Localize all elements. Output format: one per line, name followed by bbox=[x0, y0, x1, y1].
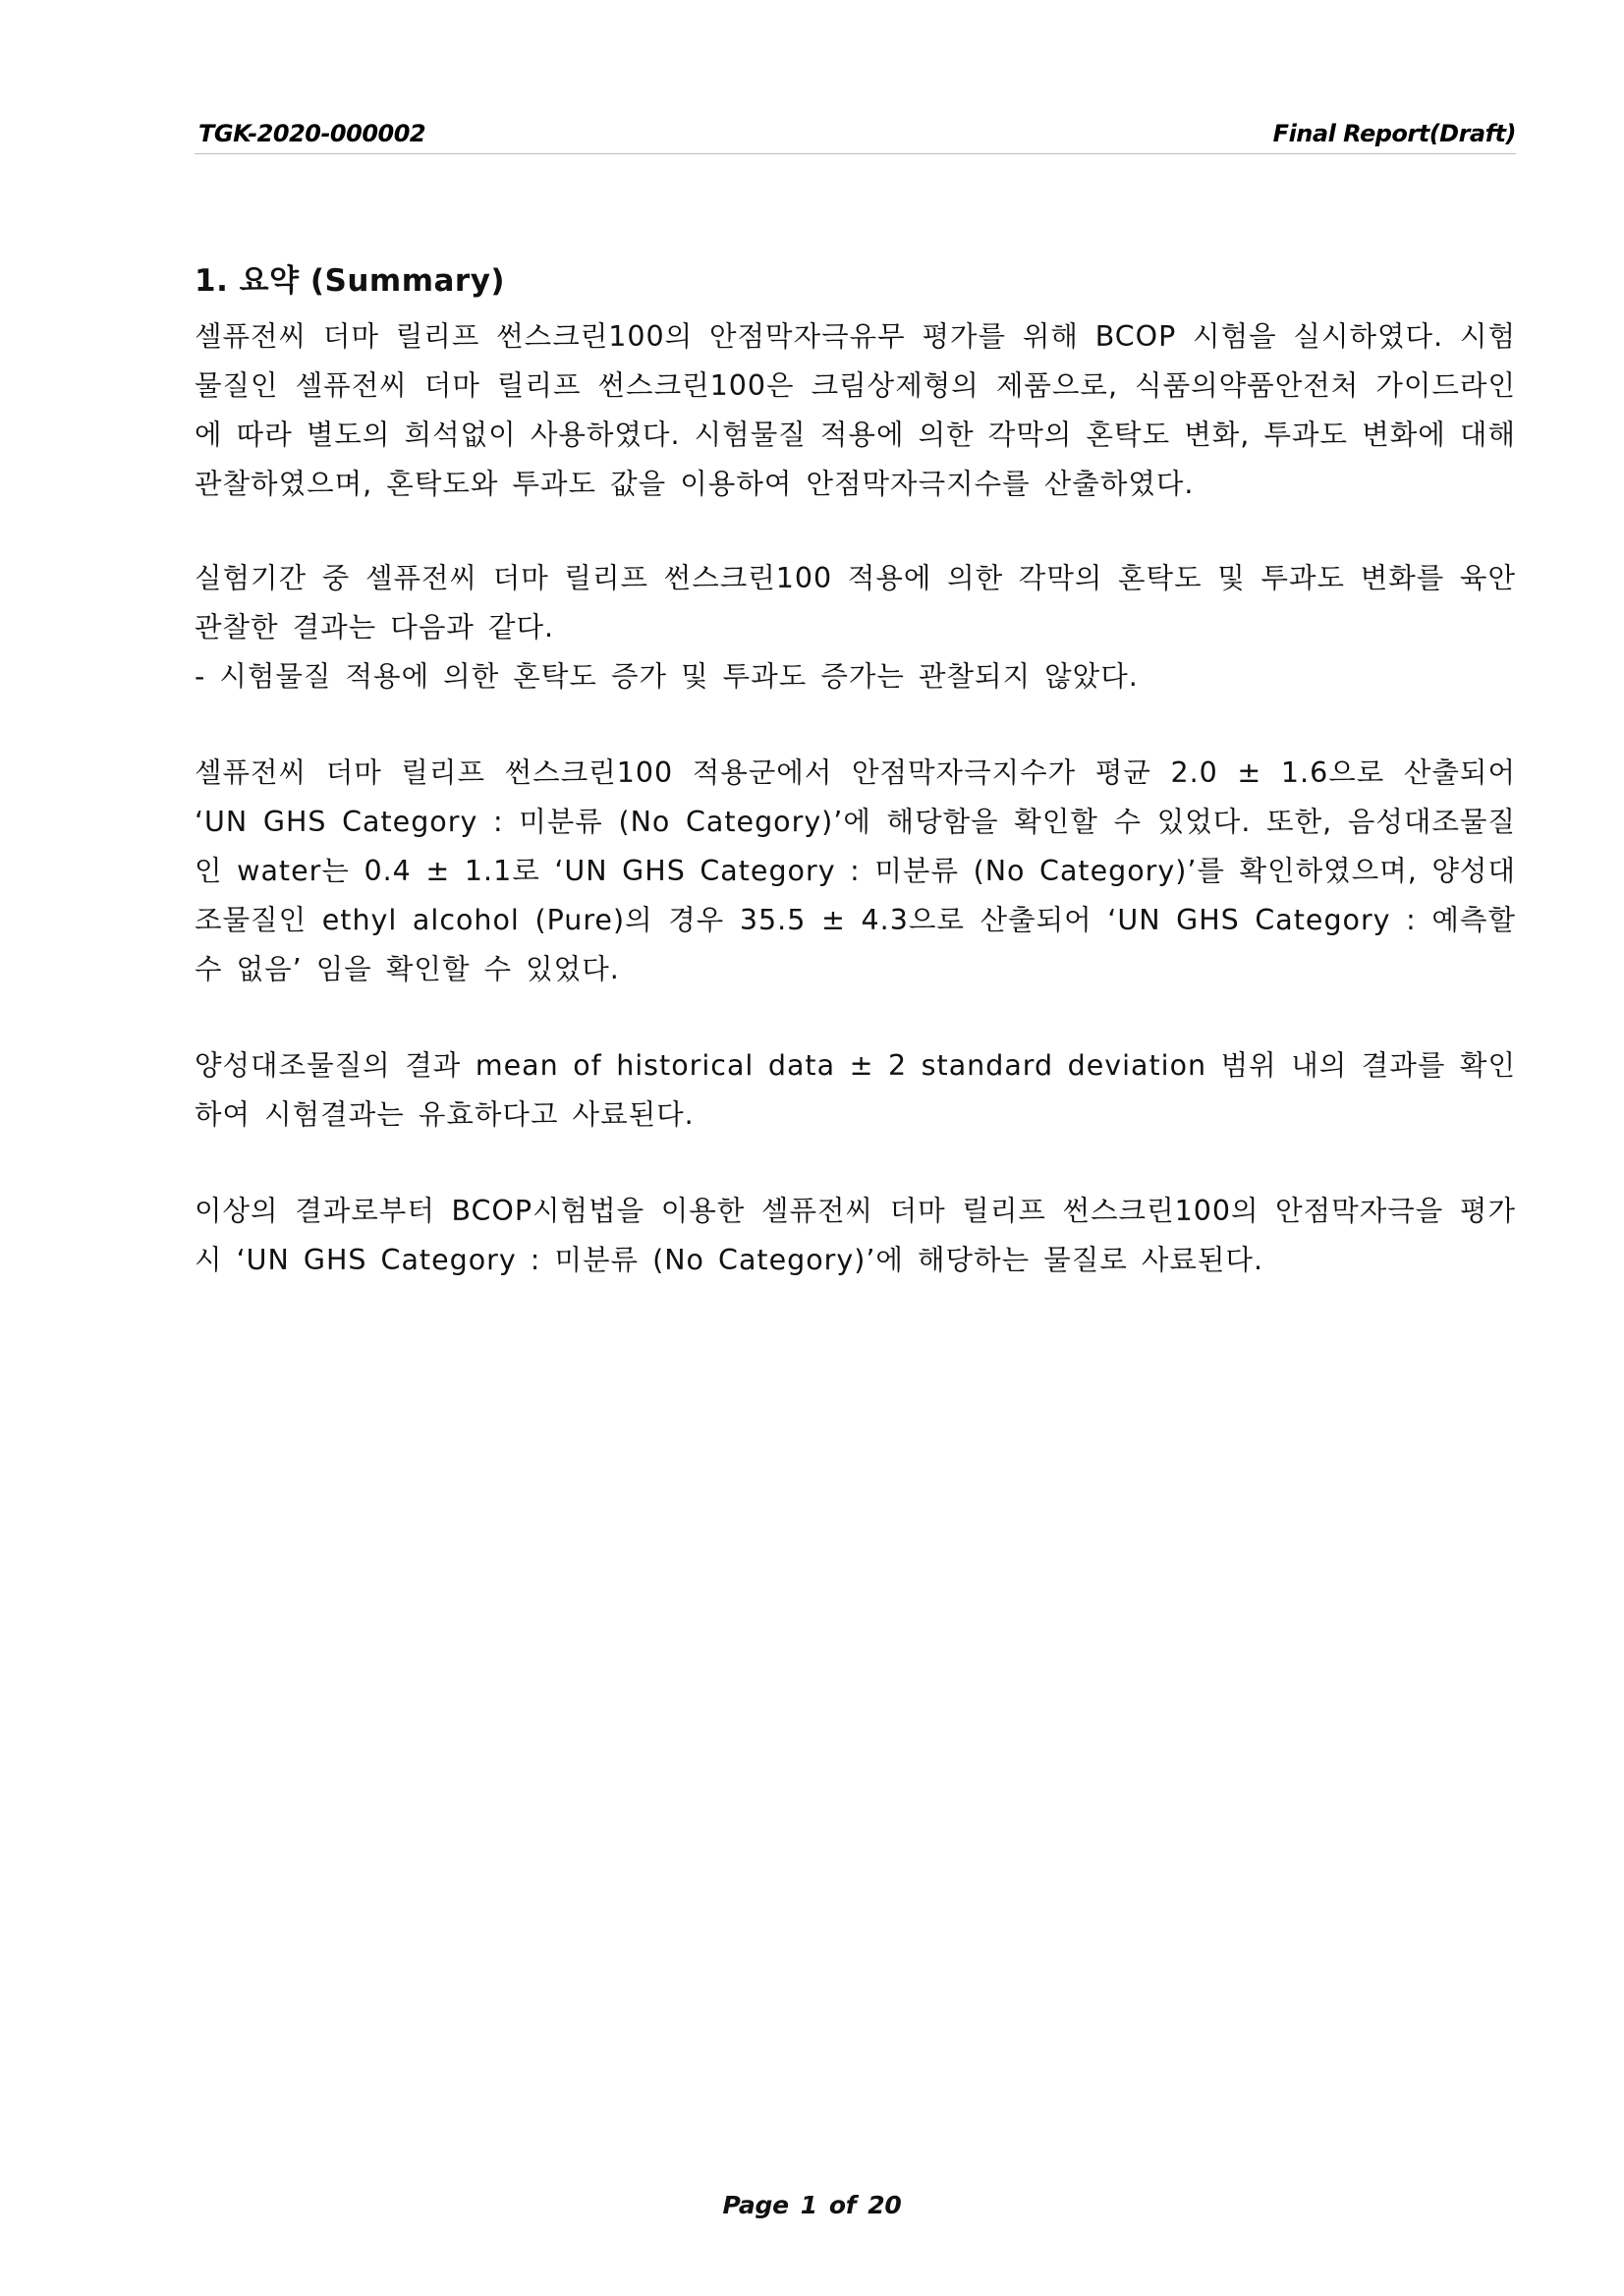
summary-paragraph-1: 셀퓨전씨 더마 릴리프 썬스크린100의 안점막자극유무 평가를 위해 BCOP 시험을 실시하였다. 시험물질인 셀퓨전씨 더마 릴리프 썬스크린100은 크림상제형의 제품으로, 식품의약품안전처 가이드라인에 따라 별도의 희석없이 사용하였다. 시험물질 적용에 의한 각막의 혼탁도 변화, 투과도 변화에 대해 관찰하였으며, 혼탁도와 투과도 값을 이용하여 안점막자극지수를 산출하였다. bbox=[195, 320, 1516, 500]
summary-paragraph-3: 셀퓨전씨 더마 릴리프 썬스크린100 적용군에서 안점막자극지수가 평균 2.0 ± 1.6으로 산출되어 ‘UN GHS Category : 미분류 (No Category)’에 해당함을 확인할 수 있었다. 또한, 음성대조물질인 water는 0.4 ± 1.1로 ‘UN GHS Category : 미분류 (No Category)’를 확인하였으며, 양성대조물질인 ethyl alcohol (Pure)의 경우 35.5 ± 4.3으로 산출되어 ‘UN GHS Category : 예측할 수 없음’ 임을 확인할 수 있었다. bbox=[195, 756, 1516, 985]
page-current: 1 bbox=[800, 2191, 817, 2219]
page-label: Page bbox=[722, 2191, 789, 2219]
of-label: of bbox=[828, 2191, 857, 2219]
summary-bullet: - 시험물질 적용에 의한 혼탁도 증가 및 투과도 증가는 관찰되지 않았다. bbox=[195, 660, 1139, 693]
page-footer bbox=[0, 2191, 1624, 2219]
summary-paragraph-2: 실험기간 중 셀퓨전씨 더마 릴리프 썬스크린100 적용에 의한 각막의 혼탁도 및 투과도 변화를 육안관찰한 결과는 다음과 같다. bbox=[195, 562, 1516, 644]
page-header bbox=[195, 114, 1516, 154]
report-type: Final Report(Draft) bbox=[1272, 120, 1516, 147]
page-total: 20 bbox=[868, 2191, 902, 2219]
summary-paragraph-5: 이상의 결과로부터 BCOP시험법을 이용한 셀퓨전씨 더마 릴리프 썬스크린100의 안점막자극을 평가시 ‘UN GHS Category : 미분류 (No Category)’에 해당하는 물질로 사료된다. bbox=[195, 1195, 1516, 1276]
section-title: 1. 요약 (Summary) bbox=[195, 263, 506, 299]
document-id: TGK-2020-000002 bbox=[198, 120, 426, 147]
summary-section bbox=[195, 257, 1516, 1285]
summary-paragraph-4: 양성대조물질의 결과 mean of historical data ± 2 standard deviation 범위 내의 결과를 확인하여 시험결과는 유효하다고 사료된다. bbox=[195, 1049, 1516, 1131]
